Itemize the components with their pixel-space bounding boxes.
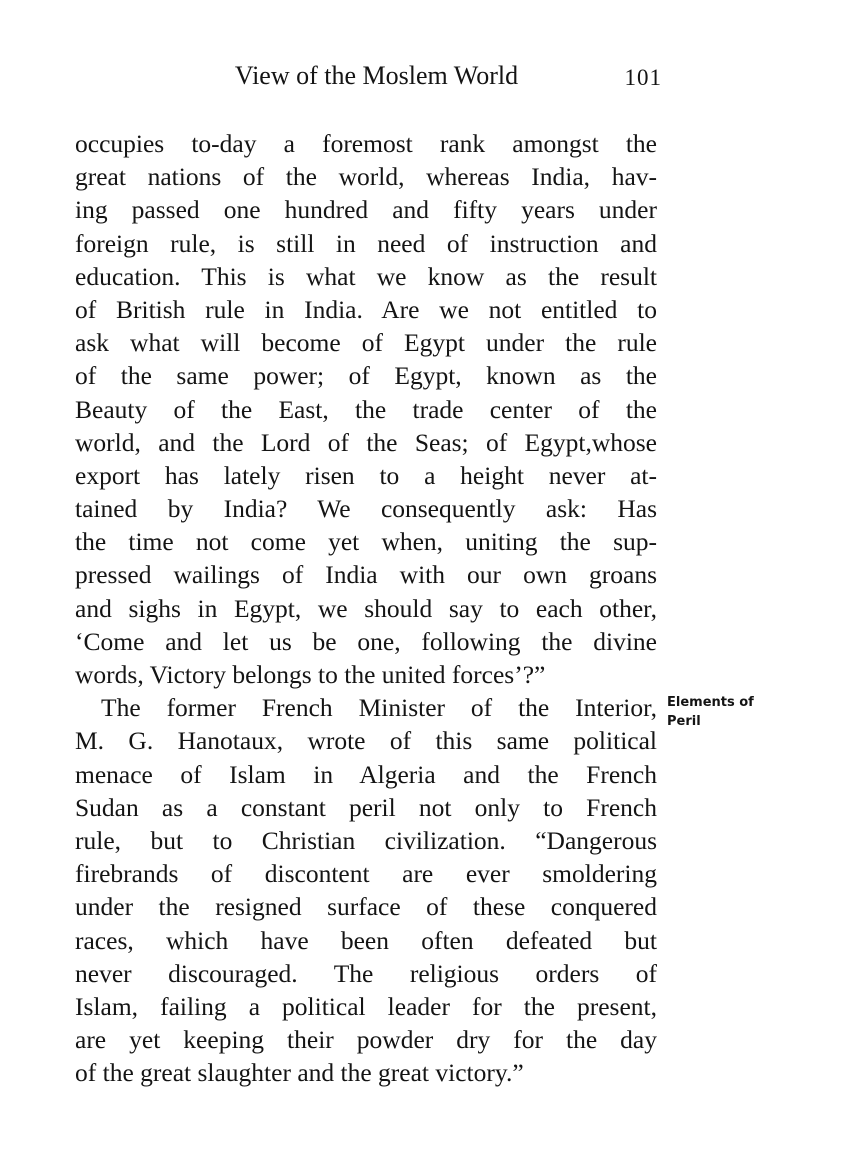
text-line: menace of Islam in Algeria and the French [75,759,657,789]
margin-note-line: Elements of [667,695,754,710]
page-number: 101 [624,65,662,90]
running-head [75,58,660,94]
paragraph-end-line: of the great slaughter and the great victory.” [75,1058,524,1088]
text-line: ‘Come and let us be one, following the divine [75,626,657,656]
text-line: ing passed one hundred and fifty years under [75,195,657,225]
text-line: export has lately risen to a height never at- [75,460,657,490]
text-line: and sighs in Egypt, we should say to each other, [75,593,657,623]
text-line: races, which have been often defeated but [75,925,657,955]
text-line: under the resigned surface of these conquered [75,892,657,922]
margin-note [667,693,787,731]
paragraph-start-line: The former French Minister of the Interior, [101,693,657,723]
text-line: firebrands of discontent are ever smoldering [75,859,657,889]
text-line: Beauty of the East, the trade center of the [75,394,657,424]
text-line: M. G. Hanotaux, wrote of this same political [75,726,657,756]
text-line: Islam, failing a political leader for the present, [75,991,657,1021]
text-line: never discouraged. The religious orders of [75,958,657,988]
text-line: ask what will become of Egypt under the rule [75,328,657,358]
text-line: great nations of the world, whereas India, hav- [75,162,657,192]
text-line: foreign rule, is still in need of instruction and [75,228,657,258]
text-line: the time not come yet when, uniting the sup- [75,527,657,557]
paragraph-end-line: words, Victory belongs to the united forces’?” [75,660,546,689]
text-line: Sudan as a constant peril not only to French [75,792,657,822]
text-line: occupies to-day a foremost rank amongst the [75,129,657,158]
margin-note-line: Peril [667,714,701,729]
text-line: of British rule in India. Are we not entitled to [75,294,657,324]
text-line: rule, but to Christian civilization. “Dangerous [75,825,657,855]
body-text [75,127,657,1089]
text-line: are yet keeping their powder dry for the day [75,1025,657,1055]
running-title: View of the Moslem World [234,61,519,90]
text-line: tained by India? We consequently ask: Has [75,494,657,524]
text-line: world, and the Lord of the Seas; of Egypt,whose [75,427,657,457]
text-line: of the same power; of Egypt, known as the [75,361,657,391]
text-line: education. This is what we know as the result [75,261,657,291]
text-line: pressed wailings of India with our own groans [75,560,657,590]
